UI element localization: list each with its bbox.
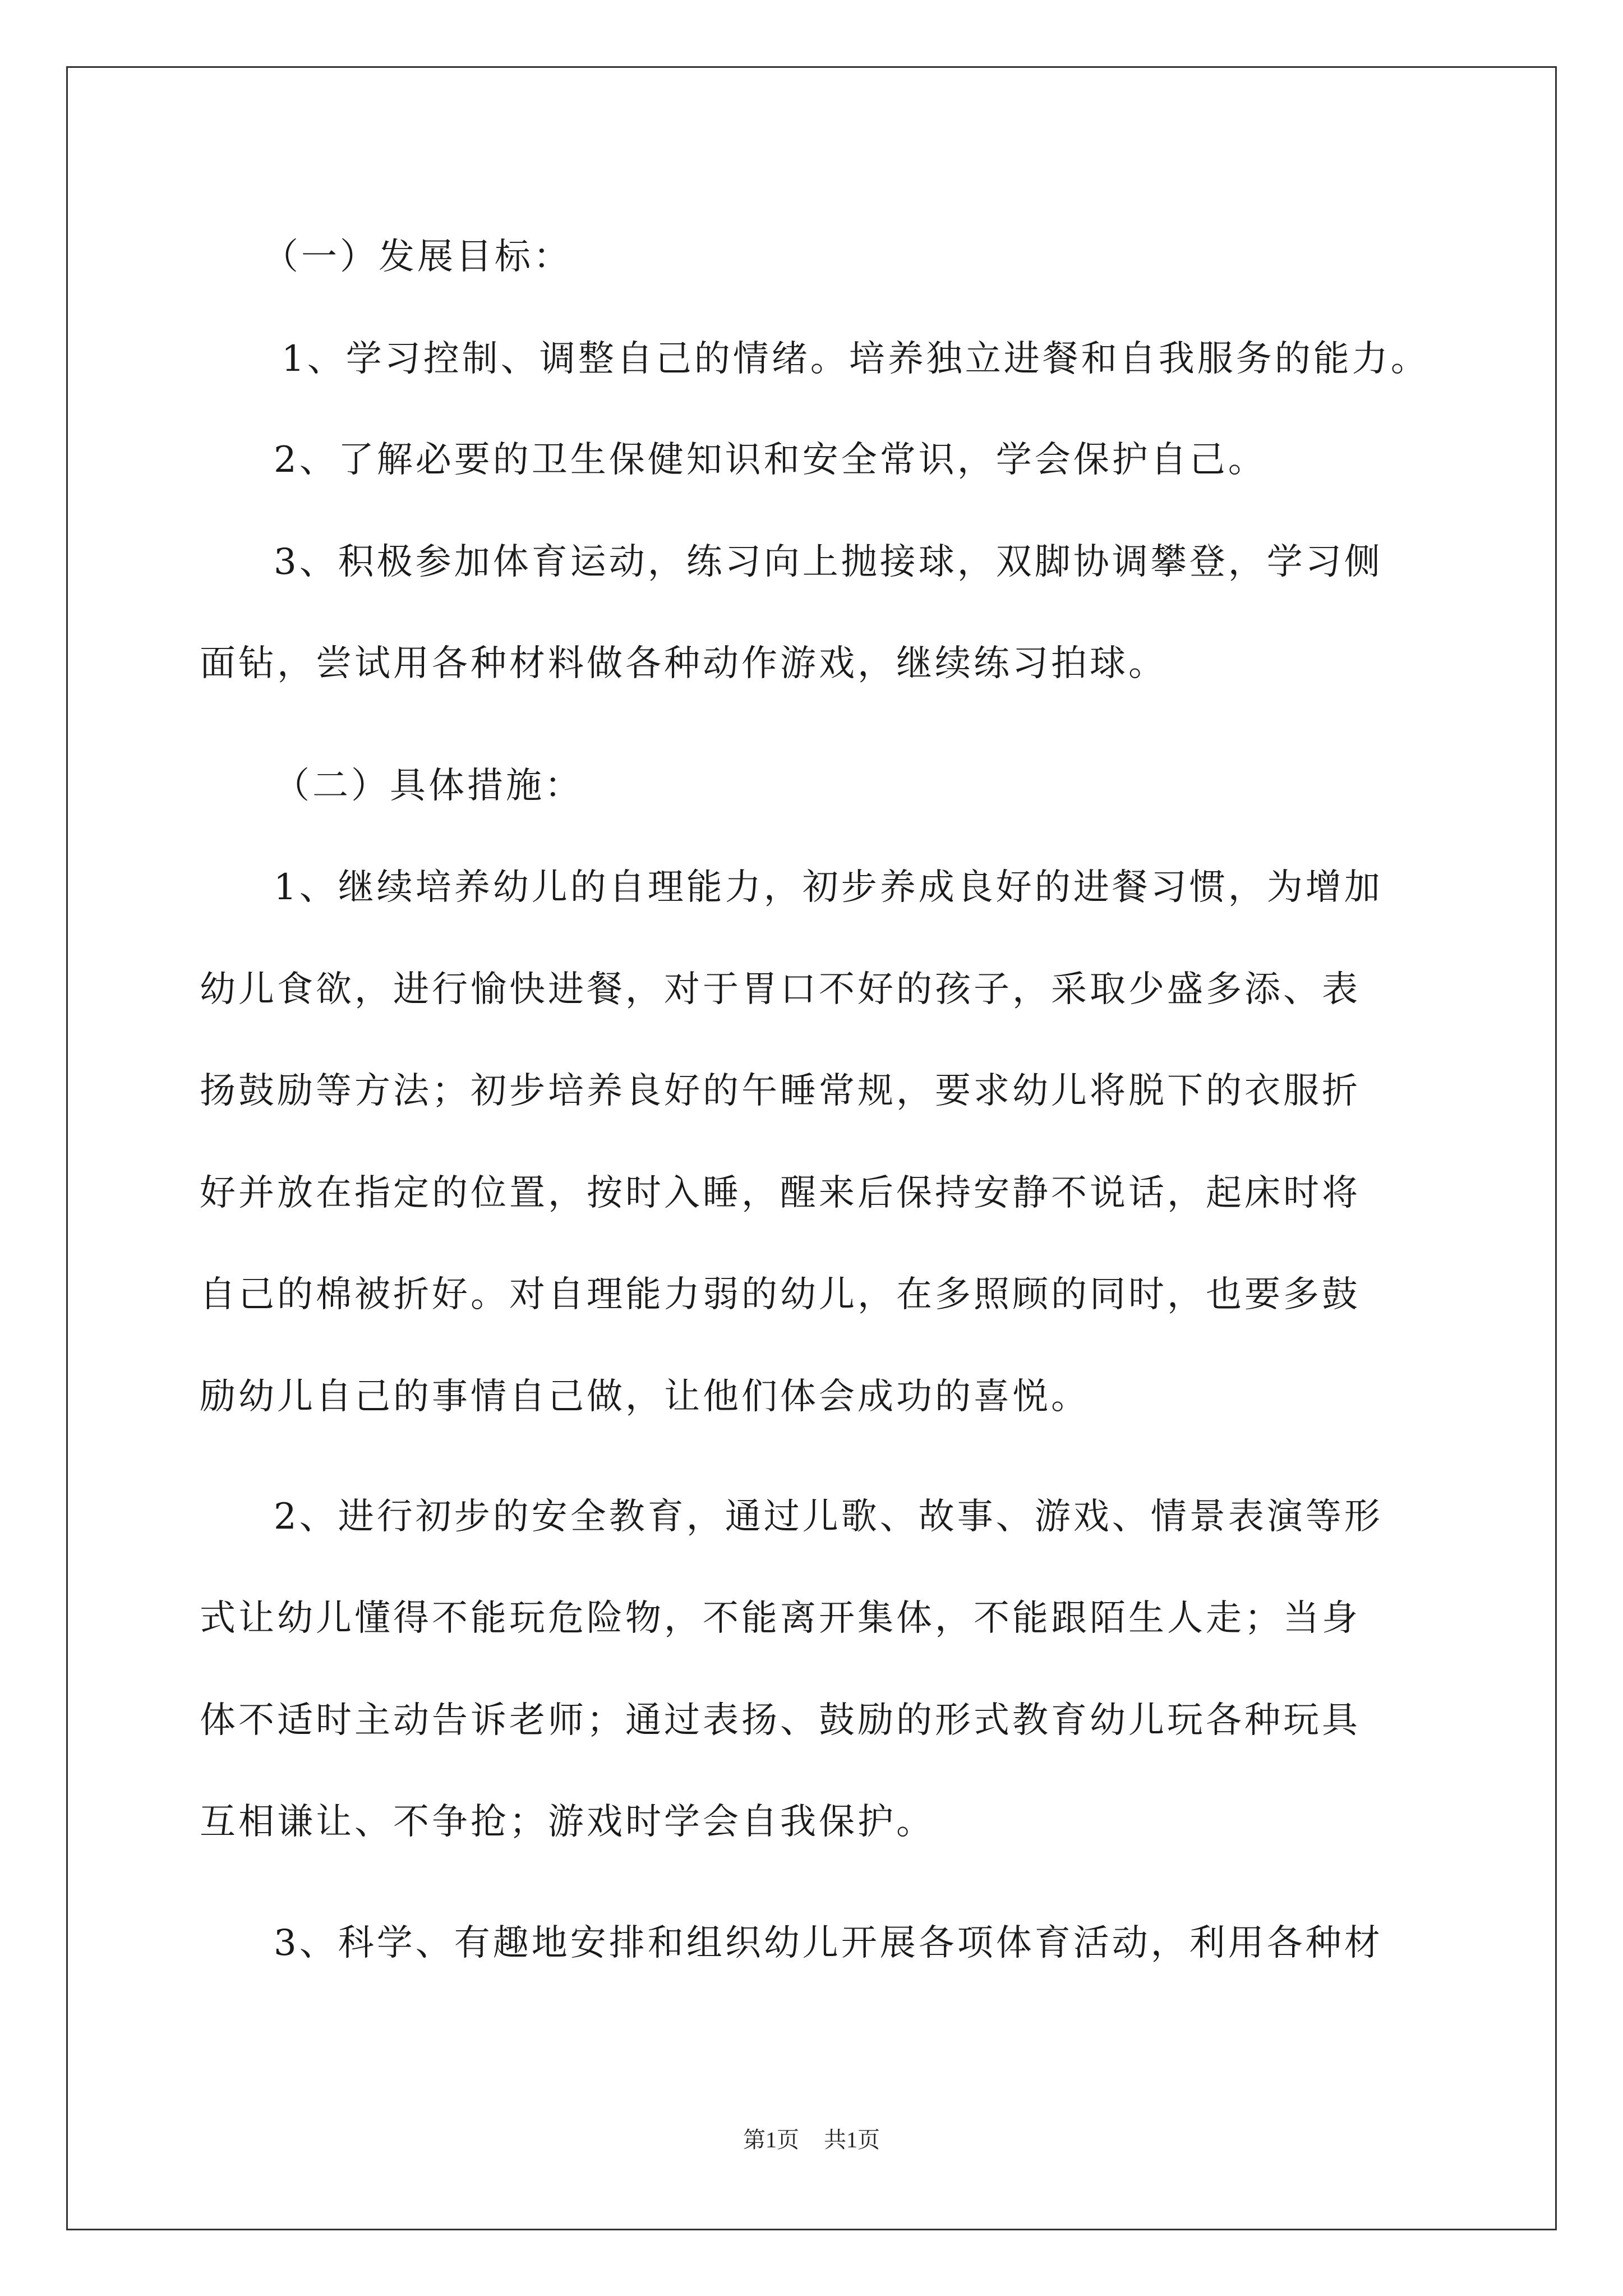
paragraph-line: 幼儿食欲，进行愉快进餐，对于胃口不好的孩子，采取少盛多添、表 (200, 969, 1361, 1010)
paragraph-line: 1、继续培养幼儿的自理能力，初步养成良好的进餐习惯，为增加 (274, 867, 1383, 908)
paragraph-line: 2、了解必要的卫生保健知识和安全常识，学会保护自己。 (274, 439, 1267, 481)
page-total: 共1页 (824, 2127, 880, 2152)
section-heading-goals: （一）发展目标： (262, 236, 572, 278)
page-border (66, 66, 1557, 2230)
paragraph-line: 2、进行初步的安全教育，通过儿歌、故事、游戏、情景表演等形 (274, 1496, 1383, 1538)
paragraph-line: 互相谦让、不争抢；游戏时学会自我保护。 (200, 1801, 935, 1843)
paragraph-line: 好并放在指定的位置，按时入睡，醒来后保持安静不说话，起床时将 (200, 1172, 1361, 1214)
paragraph-line: 扬鼓励等方法；初步培养良好的午睡常规，要求幼儿将脱下的衣服折 (200, 1070, 1361, 1112)
paragraph-line: 自己的棉被折好。对自理能力弱的幼儿，在多照顾的同时，也要多鼓 (200, 1274, 1361, 1315)
paragraph-line: 体不适时主动告诉老师；通过表扬、鼓励的形式教育幼儿玩各种玩具 (200, 1700, 1361, 1741)
paragraph-line: 3、科学、有趣地安排和组织幼儿开展各项体育活动，利用各种材 (274, 1922, 1383, 1964)
section-heading-measures: （二）具体措施： (274, 765, 583, 807)
paragraph-line: 励幼儿自己的事情自己做，让他们体会成功的喜悦。 (200, 1376, 1090, 1418)
page-number: 第1页 (743, 2127, 799, 2152)
paragraph-line: 式让幼儿懂得不能玩危险物，不能离开集体，不能跟陌生人走；当身 (200, 1598, 1361, 1639)
paragraph-line: 1、学习控制、调整自己的情绪。培养独立进餐和自我服务的能力。 (282, 338, 1430, 380)
paragraph-line: 3、积极参加体育运动，练习向上抛接球，双脚协调攀登，学习侧 (274, 541, 1383, 583)
page-footer (0, 2126, 1623, 2154)
paragraph-line: 面钻，尝试用各种材料做各种动作游戏，继续练习拍球。 (200, 643, 1167, 684)
